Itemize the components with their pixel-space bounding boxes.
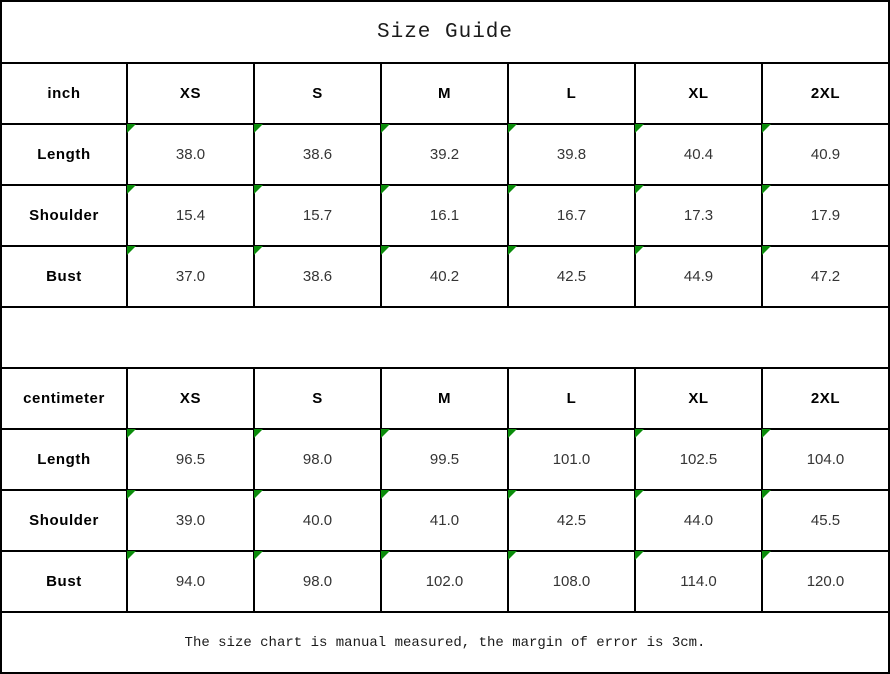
corner-flag-icon [762, 490, 771, 499]
corner-flag-icon [635, 246, 644, 255]
value-text: 40.0 [302, 512, 333, 529]
value-text: 96.5 [175, 451, 206, 468]
value-cell [381, 246, 508, 307]
col-header-2xl: 2XL [762, 368, 889, 429]
value-cell [127, 429, 254, 490]
value-text: 120.0 [806, 573, 845, 590]
value-text: 40.2 [429, 268, 460, 285]
corner-flag-icon [127, 429, 136, 438]
value-cell [381, 490, 508, 551]
value-text: 44.0 [683, 512, 714, 529]
corner-flag-icon [635, 429, 644, 438]
row-label-length: Length [1, 429, 127, 490]
value-cell [762, 490, 889, 551]
corner-flag-icon [508, 185, 517, 194]
value-cell [508, 551, 635, 612]
value-cell [254, 429, 381, 490]
value-text: 17.3 [683, 207, 714, 224]
corner-flag-icon [508, 124, 517, 133]
corner-flag-icon [635, 185, 644, 194]
col-header-xl: XL [635, 368, 762, 429]
value-text: 102.0 [425, 573, 464, 590]
value-cell [508, 124, 635, 185]
value-text: 40.4 [683, 146, 714, 163]
value-text: 102.5 [679, 451, 718, 468]
col-header-xs: XS [127, 63, 254, 124]
corner-flag-icon [508, 490, 517, 499]
corner-flag-icon [635, 551, 644, 560]
value-cell [762, 551, 889, 612]
value-text: 39.8 [556, 146, 587, 163]
col-header-l: L [508, 63, 635, 124]
value-cell [635, 246, 762, 307]
corner-flag-icon [508, 429, 517, 438]
value-cell [762, 246, 889, 307]
col-header-l: L [508, 368, 635, 429]
value-text: 17.9 [810, 207, 841, 224]
corner-flag-icon [254, 185, 263, 194]
row-label-bust: Bust [1, 551, 127, 612]
value-text: 16.7 [556, 207, 587, 224]
corner-flag-icon [635, 490, 644, 499]
corner-flag-icon [381, 429, 390, 438]
value-text: 42.5 [556, 268, 587, 285]
corner-flag-icon [762, 246, 771, 255]
value-text: 114.0 [680, 573, 717, 590]
value-cell [635, 490, 762, 551]
corner-flag-icon [254, 246, 263, 255]
corner-flag-icon [508, 551, 517, 560]
value-cell [127, 490, 254, 551]
value-cell [254, 246, 381, 307]
corner-flag-icon [254, 429, 263, 438]
col-header-s: S [254, 63, 381, 124]
value-cell [127, 246, 254, 307]
value-text: 15.4 [175, 207, 206, 224]
corner-flag-icon [127, 490, 136, 499]
value-text: 39.0 [175, 512, 206, 529]
corner-flag-icon [762, 124, 771, 133]
value-text: 44.9 [683, 268, 714, 285]
value-cell [381, 429, 508, 490]
corner-flag-icon [762, 551, 771, 560]
corner-flag-icon [127, 185, 136, 194]
value-text: 98.0 [302, 573, 333, 590]
value-cell [254, 551, 381, 612]
value-cell [127, 551, 254, 612]
value-text: 101.0 [552, 451, 591, 468]
value-cell [762, 124, 889, 185]
col-header-m: M [381, 368, 508, 429]
col-header-m: M [381, 63, 508, 124]
value-text: 94.0 [175, 573, 206, 590]
value-cell [254, 490, 381, 551]
row-label-length: Length [1, 124, 127, 185]
value-text: 98.0 [302, 451, 333, 468]
unit-header-inch: inch [1, 63, 127, 124]
value-text: 45.5 [810, 512, 841, 529]
col-header-xl: XL [635, 63, 762, 124]
value-cell [762, 429, 889, 490]
corner-flag-icon [127, 246, 136, 255]
value-cell [635, 551, 762, 612]
value-text: 42.5 [556, 512, 587, 529]
value-cell [381, 185, 508, 246]
value-text: 38.6 [302, 146, 333, 163]
col-header-xs: XS [127, 368, 254, 429]
value-cell [635, 185, 762, 246]
footer-note: The size chart is manual measured, the margin of error is 3cm. [1, 612, 889, 673]
value-cell [508, 429, 635, 490]
corner-flag-icon [762, 185, 771, 194]
corner-flag-icon [508, 246, 517, 255]
value-cell [508, 246, 635, 307]
value-cell [381, 551, 508, 612]
value-cell [127, 124, 254, 185]
value-cell [127, 185, 254, 246]
value-text: 41.0 [429, 512, 460, 529]
value-cell [635, 429, 762, 490]
corner-flag-icon [762, 429, 771, 438]
row-label-shoulder: Shoulder [1, 490, 127, 551]
value-cell [254, 124, 381, 185]
value-cell [762, 185, 889, 246]
corner-flag-icon [381, 124, 390, 133]
value-text: 40.9 [810, 146, 841, 163]
value-text: 104.0 [806, 451, 845, 468]
unit-header-centimeter: centimeter [1, 368, 127, 429]
corner-flag-icon [635, 124, 644, 133]
row-label-bust: Bust [1, 246, 127, 307]
corner-flag-icon [127, 551, 136, 560]
corner-flag-icon [127, 124, 136, 133]
corner-flag-icon [381, 490, 390, 499]
corner-flag-icon [254, 490, 263, 499]
value-cell [508, 185, 635, 246]
row-label-shoulder: Shoulder [1, 185, 127, 246]
value-cell [381, 124, 508, 185]
value-text: 15.7 [302, 207, 333, 224]
value-text: 38.0 [175, 146, 206, 163]
page-title: Size Guide [1, 1, 889, 63]
value-text: 16.1 [429, 207, 460, 224]
value-cell [254, 185, 381, 246]
corner-flag-icon [254, 124, 263, 133]
col-header-2xl: 2XL [762, 63, 889, 124]
corner-flag-icon [381, 551, 390, 560]
value-text: 37.0 [175, 268, 206, 285]
value-text: 47.2 [810, 268, 841, 285]
corner-flag-icon [254, 551, 263, 560]
spacer-row [1, 307, 889, 368]
value-cell [508, 490, 635, 551]
value-text: 99.5 [429, 451, 460, 468]
value-text: 39.2 [429, 146, 460, 163]
corner-flag-icon [381, 185, 390, 194]
value-text: 108.0 [552, 573, 591, 590]
value-cell [635, 124, 762, 185]
corner-flag-icon [381, 246, 390, 255]
col-header-s: S [254, 368, 381, 429]
value-text: 38.6 [302, 268, 333, 285]
